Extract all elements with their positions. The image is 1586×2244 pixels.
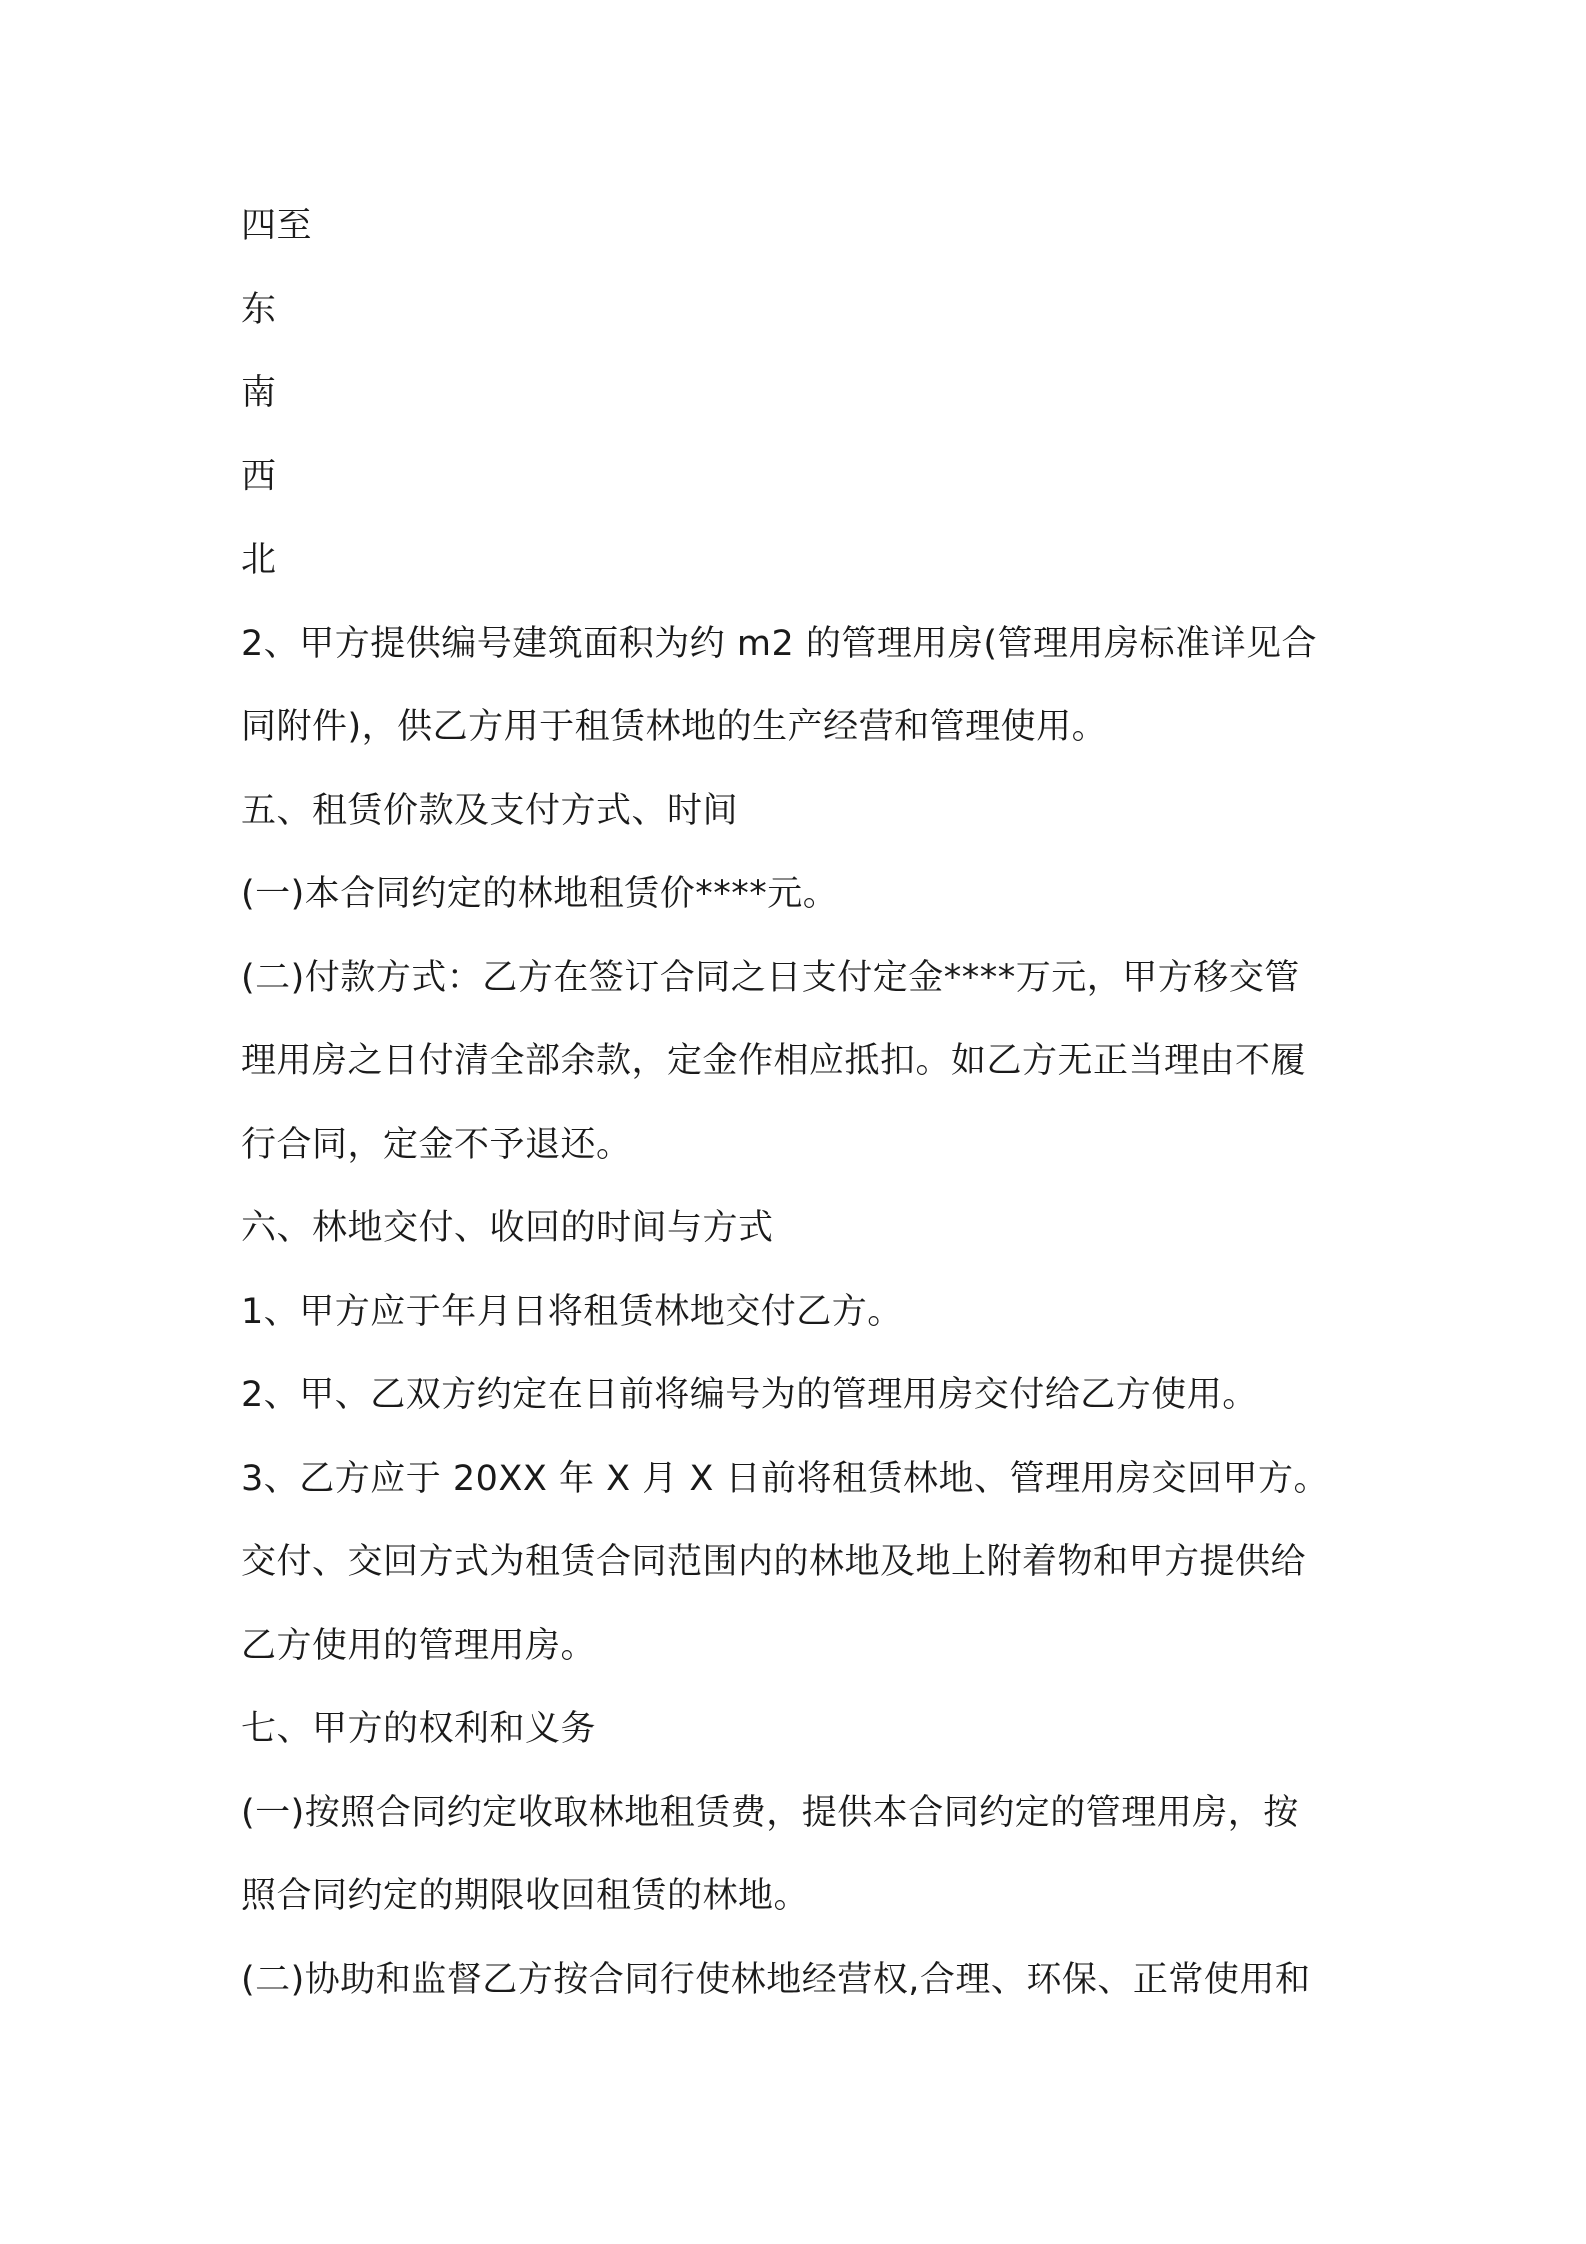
text-line: 南 — [241, 373, 277, 413]
text-line: 乙方使用的管理用房。 — [241, 1625, 597, 1666]
text-line: 东 — [241, 289, 277, 330]
text-line: 3、乙方应于 20XX 年 X 月 X 日前将租赁林地、管理用房交回甲方。 — [241, 1458, 1329, 1499]
text-line: 2、甲、乙双方约定在日前将编号为的管理用房交付给乙方使用。 — [241, 1375, 1258, 1415]
text-line: 北 — [241, 540, 277, 580]
section-heading: 七、甲方的权利和义务 — [241, 1709, 597, 1749]
text-line: 1、甲方应于年月日将租赁林地交付乙方。 — [241, 1291, 903, 1332]
text-line: 照合同约定的期限收回租赁的林地。 — [241, 1876, 810, 1916]
text-line: (二)付款方式：乙方在签订合同之日支付定金****万元，甲方移交管 — [241, 957, 1300, 998]
text-line: 同附件)，供乙方用于租赁林地的生产经营和管理使用。 — [241, 707, 1108, 747]
text-line: 四至 — [241, 206, 313, 246]
text-line: 交付、交回方式为租赁合同范围内的林地及地上附着物和甲方提供给 — [241, 1542, 1307, 1582]
section-heading: 五、租赁价款及支付方式、时间 — [241, 790, 739, 831]
text-line: 2、甲方提供编号建筑面积为约 m2 的管理用房(管理用房标准详见合 — [241, 623, 1318, 664]
document-body — [241, 196, 1361, 2033]
text-line: (一)本合同约定的林地租赁价****元。 — [241, 874, 839, 914]
text-line: (一)按照合同约定收取林地租赁费，提供本合同约定的管理用房，按 — [241, 1792, 1299, 1833]
text-line: 西 — [241, 456, 277, 497]
section-heading: 六、林地交付、收回的时间与方式 — [241, 1208, 774, 1248]
text-line: (二)协助和监督乙方按合同行使林地经营权,合理、环保、正常使用和 — [241, 1959, 1311, 2000]
text-line: 行合同，定金不予退还。 — [241, 1124, 632, 1165]
text-line: 理用房之日付清全部余款，定金作相应抵扣。如乙方无正当理由不履 — [241, 1041, 1307, 1081]
